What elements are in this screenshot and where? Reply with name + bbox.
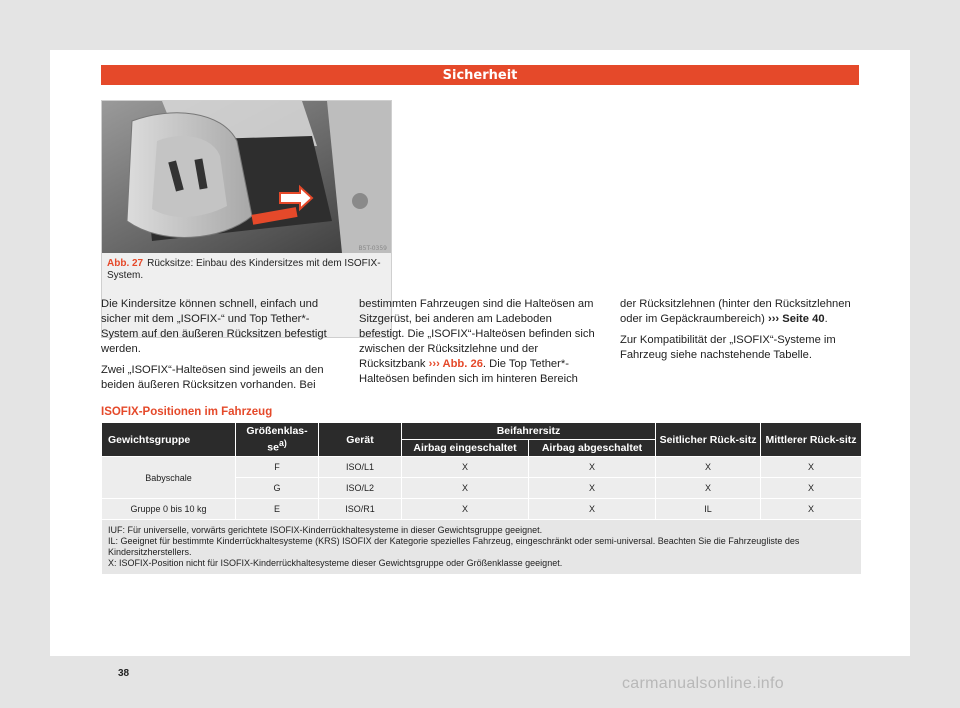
header-groessenklasse: [236, 423, 318, 456]
table-title: ISOFIX-Positionen im Fahrzeug: [101, 406, 273, 418]
paragraph-text: .: [824, 313, 828, 325]
paragraph: [359, 297, 599, 387]
cell-geraet: ISO/L2: [319, 478, 401, 498]
header-airbag-eingeschaltet: Airbag eingeschaltet: [402, 440, 528, 456]
cell-geraet: ISO/L1: [319, 457, 401, 477]
cell-airbag-on: X: [402, 457, 528, 477]
text-column-2: [359, 297, 599, 393]
header-beifahrersitz: Beifahrersitz: [402, 423, 655, 439]
header-airbag-abgeschaltet: Airbag abgeschaltet: [529, 440, 655, 456]
paragraph: Zur Kompatibilität der „ISOFIX“-Systeme im Fahrzeug siehe nachstehende Tabelle.: [620, 334, 836, 361]
footnote-x: X: ISOFIX-Position nicht für ISOFIX-Kinderrückhaltesysteme dieser Gewichtsgruppe oder Größenklasse geeignet.: [108, 558, 563, 568]
cell-gruppe: Babyschale: [102, 457, 235, 498]
isofix-table: [101, 422, 860, 575]
watermark: carmanualsonline.info: [622, 675, 784, 692]
cell-gruppe: Gruppe 0 bis 10 kg: [102, 499, 235, 519]
page-reference-link[interactable]: ››› Seite 40: [767, 313, 825, 325]
text-column-3: [620, 297, 860, 369]
cell-mitte: X: [761, 457, 861, 477]
table-row: [102, 457, 861, 477]
figure-number: Abb. 27: [107, 258, 144, 269]
cell-airbag-on: X: [402, 499, 528, 519]
paragraph-text: bestimmten Fahrzeugen sind die Halteösen am Sitzgerüst, bei anderen am Ladeboden befestigt. Die „ISOFIX“-Halteösen befinden sich zwischen der Rücksitzlehne und der Rücksitzbank: [359, 298, 595, 370]
header-text: Größenklas-se: [246, 425, 308, 454]
cell-seitlich: X: [656, 457, 760, 477]
header-gewichtsgruppe: Gewichtsgruppe: [102, 423, 235, 456]
figure-reference-link[interactable]: ››› Abb. 26: [428, 358, 483, 370]
cell-klasse: E: [236, 499, 318, 519]
cell-klasse: F: [236, 457, 318, 477]
cell-seitlich: X: [656, 478, 760, 498]
child-seat-illustration: [102, 101, 391, 253]
footnotes-cell: [102, 520, 861, 574]
paragraph: [620, 297, 860, 327]
cell-airbag-on: X: [402, 478, 528, 498]
paragraph-text: . Die Top Tether*-Halteösen befinden sich im hinteren Bereich: [359, 358, 578, 385]
footnote-marker: a): [278, 438, 287, 449]
cell-klasse: G: [236, 478, 318, 498]
header-mittlerer-ruecksitz: Mittlerer Rück-sitz: [761, 423, 861, 456]
text-column-1: [101, 297, 341, 399]
cell-airbag-off: X: [529, 478, 655, 498]
cell-airbag-off: X: [529, 499, 655, 519]
paragraph: Zwei „ISOFIX“-Halteösen sind jeweils an den beiden äußeren Rücksitzen vorhanden. Bei: [101, 364, 324, 391]
header-geraet: Gerät: [319, 423, 401, 456]
footnote-iuf: IUF: Für universelle, vorwärts gerichtete ISOFIX-Kinderrückhaltesysteme in dieser Gewichtsgruppe geeignet.: [108, 525, 543, 535]
footnote-il: IL: Geeignet für bestimmte Kinderrückhaltesysteme (KRS) ISOFIX der Kategorie spezielles Fahrzeug, eingeschränkt oder semi-universal. Beachten Sie die Fahrzeugliste des Kindersitzherstellers.: [108, 536, 800, 557]
section-title: Sicherheit: [442, 67, 518, 83]
section-header: [101, 65, 859, 85]
page-number: 38: [118, 668, 130, 679]
cell-mitte: X: [761, 499, 861, 519]
cell-mitte: X: [761, 478, 861, 498]
figure-code: B5T-0359: [358, 245, 387, 252]
cell-geraet: ISO/R1: [319, 499, 401, 519]
figure-caption-text: Rücksitze: Einbau des Kindersitzes mit dem ISOFIX-System.: [107, 258, 381, 281]
figure-caption: [107, 258, 389, 282]
cell-airbag-off: X: [529, 457, 655, 477]
paragraph: Die Kindersitze können schnell, einfach und sicher mit dem „ISOFIX-“ und Top Tether*-System auf den äußeren Rücksitzen befestigt werden.: [101, 298, 327, 355]
table-footnotes: [102, 520, 861, 574]
table-row: [102, 499, 861, 519]
header-seitlicher-ruecksitz: Seitlicher Rück-sitz: [656, 423, 760, 456]
cell-seitlich: IL: [656, 499, 760, 519]
paragraph-text: der Rücksitzlehnen (hinter den Rücksitzlehnen oder im Gepäckraumbereich): [620, 298, 851, 325]
manual-page: [50, 50, 910, 679]
